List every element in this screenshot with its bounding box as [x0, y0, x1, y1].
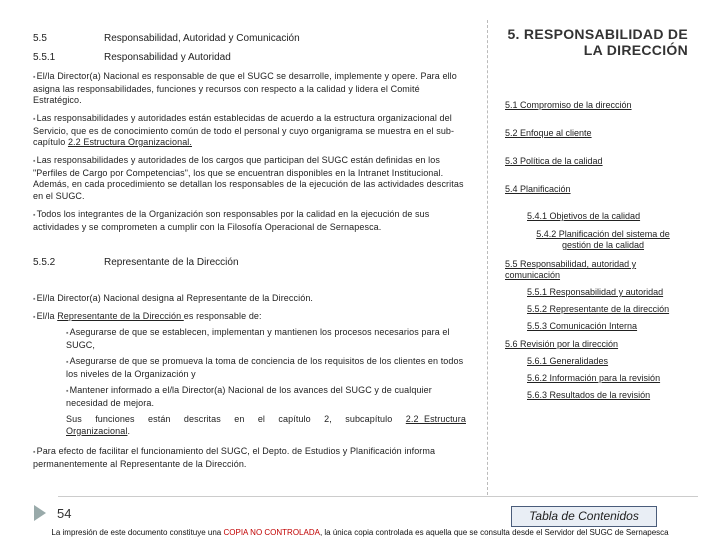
bullet-promote-awareness: ▪ Asegurarse de que se promueva la toma de conciencia de los requisitos de los clientes en todos los niveles de la Organización y: [66, 356, 466, 380]
section-5-5-2-title: Representante de la Dirección: [104, 257, 239, 268]
toc-item-5-6-3[interactable]: 5.6.3 Resultados de la revisión: [527, 390, 651, 400]
column-divider: [487, 20, 488, 495]
toc-item-5-5-2[interactable]: 5.5.2 Representante de la dirección: [527, 304, 670, 314]
page-arrow-icon: [34, 505, 46, 521]
link-estructura-organizacional[interactable]: 2.2 Estructura Organizacional.: [67, 137, 192, 147]
uncontrolled-copy-label: COPIA NO CONTROLADA: [223, 528, 320, 537]
paragraph-all-members: ▪ Todos los integrantes de la Organización son responsables por la calidad en la ejecución de sus actividades y se comprometen a cumplir con la Filosofía Operacional de Sernapesca.: [33, 209, 466, 233]
paragraph-representative-responsible: ▪ El/la Representante de la Dirección es responsable de:: [33, 311, 466, 324]
toc-item-5-5-3[interactable]: 5.5.3 Comunicación Interna: [527, 321, 638, 331]
paragraph-functions-described: Sus funciones están descritas en el capítulo 2, subcapítulo 2.2 Estructura Organizacional.: [66, 414, 466, 436]
toc-item-5-3[interactable]: 5.3 Política de la calidad: [505, 156, 603, 166]
bottom-rule: [58, 496, 698, 497]
paragraph-designates-representative: ▪ El/la Director(a) Nacional designa al Representante de la Dirección.: [33, 293, 466, 306]
toc-item-5-2[interactable]: 5.2 Enfoque al cliente: [505, 128, 592, 138]
paragraph-org-structure: ▪ Las responsabilidades y autoridades están establecidas de acuerdo a la estructura organizacional del Servicio, que es de conocimiento común de todo el personal y cuyo organigrama se muestra en el sub-capítulo 2.2 Estructura Organizacional.: [33, 113, 466, 149]
paragraph-depto-estudios: ▪ Para efecto de facilitar el funcionamiento del SUGC, el Depto. de Estudios y Planificación informa permanentemente al Representante de la Dirección.: [33, 446, 466, 470]
toc-item-5-5-1[interactable]: 5.5.1 Responsabilidad y autoridad: [527, 287, 664, 297]
section-5-5-2-number: 5.5.2: [33, 257, 56, 268]
toc-item-5-6-1[interactable]: 5.6.1 Generalidades: [527, 356, 609, 366]
section-5-5-1-number: 5.5.1: [33, 52, 56, 63]
toc-item-5-5[interactable]: 5.5 Responsabilidad, autoridad y comunicación: [505, 259, 637, 280]
table-of-contents-button[interactable]: Tabla de Contenidos: [511, 506, 657, 527]
toc-item-5-6[interactable]: 5.6 Revisión por la dirección: [505, 339, 619, 349]
page-number: 54: [57, 506, 72, 521]
toc-item-5-4[interactable]: 5.4 Planificación: [505, 184, 571, 194]
link-representante-direccion[interactable]: Representante de la Dirección: [57, 311, 184, 321]
toc-item-5-1[interactable]: 5.1 Compromiso de la dirección: [505, 100, 632, 110]
bullet-establish-processes: ▪ Asegurarse de que se establecen, implementan y mantienen los procesos necesarios para el SUGC,: [66, 327, 466, 351]
paragraph-director-responsible: ▪ El/la Director(a) Nacional es responsable de que el SUGC se desarrolle, implemente y opere. Para ello asigna las responsabilidades, funciones y recursos con respecto a la calidad y lidera el Comité Estratégico.: [33, 71, 466, 107]
toc-item-5-4-1[interactable]: 5.4.1 Objetivos de la calidad: [527, 211, 641, 221]
toc-item-5-4-2[interactable]: 5.4.2 Planificación del sistema de gestión de la calidad: [536, 229, 670, 250]
bullet-keep-informed: ▪ Mantener informado a el/la Director(a) Nacional de los avances del SUGC y de cualquier necesidad de mejora.: [66, 385, 466, 409]
paragraph-job-profiles: ▪ Las responsabilidades y autoridades de los cargos que participan del SUGC están definidas en los "Perfiles de Cargo por Competencias", los que se encuentran disponibles en la Intranet Institucional. Además, en cada procedimiento se detallan los responsables de la ejecución de las actividades descritas en el SUGC.: [33, 155, 466, 202]
section-5-5-number: 5.5: [33, 33, 47, 44]
chapter-title: 5. RESPONSABILIDAD DE LA DIRECCIÓN: [507, 26, 688, 58]
link-estructura-organizacional-2[interactable]: 2.2 Estructura Organizacional: [66, 414, 466, 436]
section-5-5-title: Responsabilidad, Autoridad y Comunicación: [104, 33, 300, 44]
section-5-5-1-title: Responsabilidad y Autoridad: [104, 52, 231, 63]
toc-item-5-6-2[interactable]: 5.6.2 Información para la revisión: [527, 373, 661, 383]
copy-notice: La impresión de este documento constituye una COPIA NO CONTROLADA, la única copia controlada es aquella que se consulta desde el Servidor del SUGC de Sernapesca: [51, 528, 669, 537]
